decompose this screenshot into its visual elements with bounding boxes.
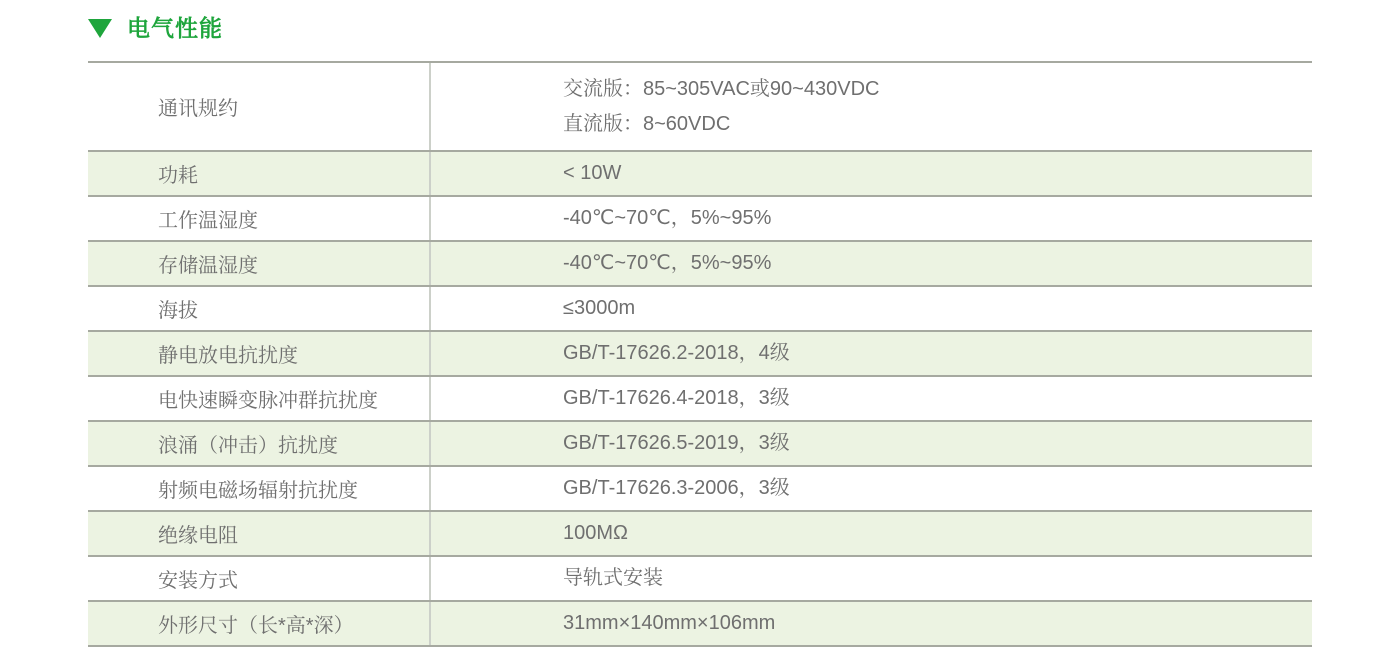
table-row bbox=[88, 467, 1312, 512]
value-line: 100MΩ bbox=[563, 522, 628, 544]
spec-parameter-value bbox=[431, 332, 1312, 375]
table-row bbox=[88, 242, 1312, 287]
section-title: 电气性能 bbox=[127, 15, 223, 41]
value-line: < 10W bbox=[563, 162, 622, 184]
value-line: 31mm×140mm×106mm bbox=[563, 612, 776, 634]
spec-parameter-label: 安装方式 bbox=[88, 557, 431, 600]
spec-parameter-label: 海拔 bbox=[88, 287, 431, 330]
spec-parameter-value bbox=[431, 287, 1312, 330]
value-line: GB/T-17626.2-2018，4级 bbox=[563, 342, 790, 364]
value-line: 交流版：85~305VAC或90~430VDC bbox=[563, 77, 880, 100]
table-row bbox=[88, 152, 1312, 197]
spec-parameter-label: 存储温湿度 bbox=[88, 242, 431, 285]
value-line: -40℃~70℃，5%~95% bbox=[563, 207, 772, 229]
section-header bbox=[88, 15, 223, 43]
spec-parameter-value bbox=[431, 422, 1312, 465]
spec-parameter-value bbox=[431, 242, 1312, 285]
spec-parameter-label: 绝缘电阻 bbox=[88, 512, 431, 555]
spec-parameter-label: 工作温湿度 bbox=[88, 197, 431, 240]
table-row bbox=[88, 332, 1312, 377]
spec-parameter-value bbox=[431, 152, 1312, 195]
electrical-spec-table bbox=[88, 61, 1312, 647]
triangle-down-icon bbox=[88, 19, 112, 38]
spec-parameter-value bbox=[431, 602, 1312, 645]
spec-parameter-value bbox=[431, 512, 1312, 555]
value-line: GB/T-17626.3-2006，3级 bbox=[563, 477, 790, 499]
value-line: ≤3000m bbox=[563, 297, 636, 319]
spec-parameter-label: 射频电磁场辐射抗扰度 bbox=[88, 467, 431, 510]
table-row bbox=[88, 287, 1312, 332]
value-line: GB/T-17626.4-2018，3级 bbox=[563, 387, 790, 409]
spec-parameter-value bbox=[431, 197, 1312, 240]
spec-parameter-label: 静电放电抗扰度 bbox=[88, 332, 431, 375]
table-row bbox=[88, 377, 1312, 422]
spec-parameter-label: 电快速瞬变脉冲群抗扰度 bbox=[88, 377, 431, 420]
spec-parameter-value bbox=[431, 557, 1312, 600]
value-line: GB/T-17626.5-2019，3级 bbox=[563, 432, 790, 454]
spec-parameter-label: 功耗 bbox=[88, 152, 431, 195]
spec-parameter-value bbox=[431, 377, 1312, 420]
value-line: 导轨式安装 bbox=[563, 567, 663, 589]
table-row bbox=[88, 512, 1312, 557]
table-row bbox=[88, 557, 1312, 602]
spec-parameter-label: 通讯规约 bbox=[88, 63, 431, 150]
spec-parameter-label: 浪涌（冲击）抗扰度 bbox=[88, 422, 431, 465]
spec-parameter-label: 外形尺寸（长*高*深） bbox=[88, 602, 431, 645]
table-row bbox=[88, 422, 1312, 467]
table-row bbox=[88, 197, 1312, 242]
spec-parameter-value bbox=[431, 63, 1312, 150]
spec-parameter-value bbox=[431, 467, 1312, 510]
value-line: 直流版：8~60VDC bbox=[563, 112, 731, 135]
value-line: -40℃~70℃，5%~95% bbox=[563, 252, 772, 274]
table-row bbox=[88, 602, 1312, 647]
table-row bbox=[88, 63, 1312, 152]
